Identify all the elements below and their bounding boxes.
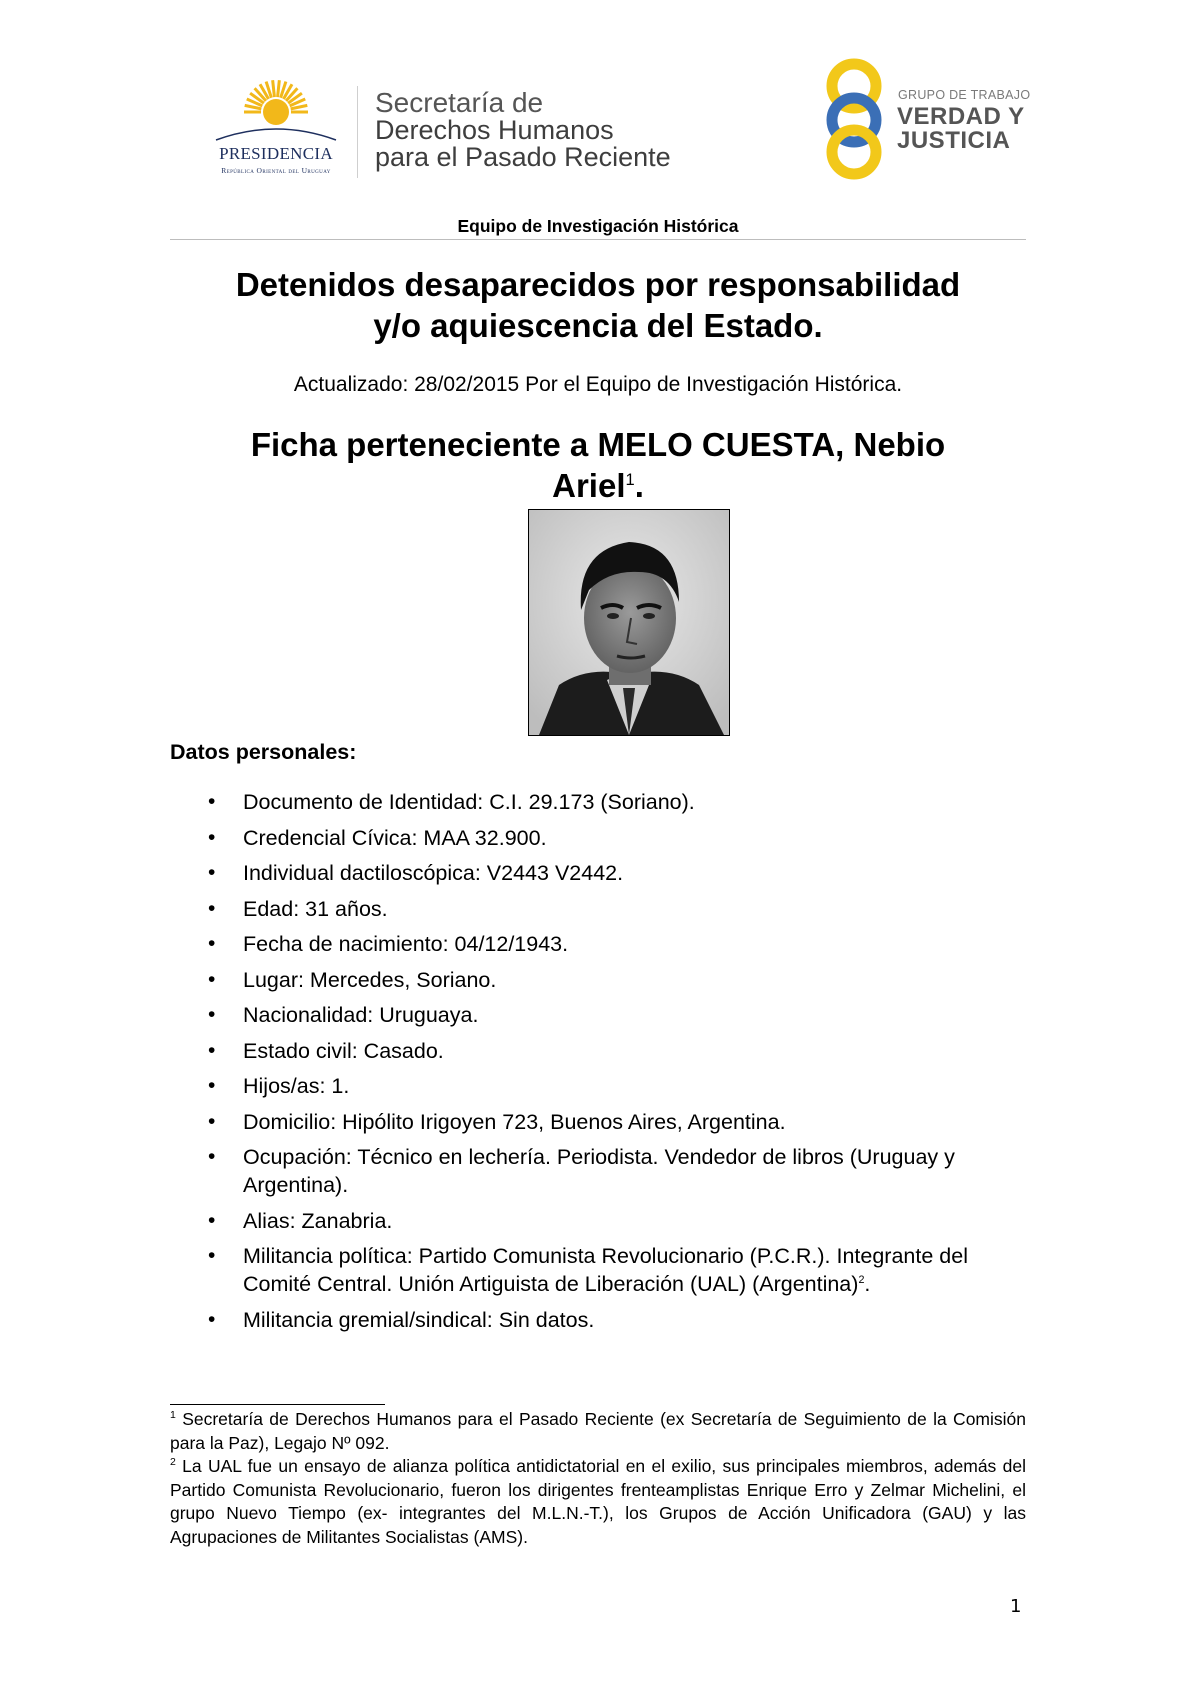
header-rule (170, 239, 1026, 240)
vyj-line2: JUSTICIA (897, 127, 1011, 154)
footnote-text: Secretaría de Derechos Humanos para el Pasado Reciente (ex Secretaría de Seguimiento de la Comisión para la Paz), Legajo Nº 092. (170, 1409, 1026, 1453)
record-title-line1: Ficha perteneciente a MELO CUESTA, Nebio (250, 426, 946, 463)
personal-data-list (170, 788, 1026, 1341)
data-list-item-text: Militancia gremial/sindical: Sin datos. (243, 1307, 595, 1332)
secretaria-line2: Derechos Humanos (375, 115, 614, 145)
data-list-item (170, 859, 1026, 887)
data-list-item (170, 1072, 1026, 1100)
vyj-line1: VERDAD Y (897, 103, 1025, 130)
data-list-item-text: Fecha de nacimiento: 04/12/1943. (243, 932, 569, 956)
data-list-item-text: Alias: Zanabria. (243, 1208, 393, 1233)
data-list-item (170, 1001, 1026, 1029)
sun-ray (278, 80, 280, 97)
data-list-item-text: Nacionalidad: Uruguaya. (243, 1003, 479, 1027)
footnote-rule (170, 1404, 385, 1405)
data-list-item-suffix: . (864, 1272, 871, 1296)
presidencia-title: PRESIDENCIA (219, 144, 333, 163)
secretaria-line1: Secretaría de (375, 87, 544, 118)
footnote-number: 2 (170, 1456, 176, 1469)
data-list-item-text: Domicilio: Hipólito Irigoyen 723, Buenos Aires, Argentina. (243, 1109, 786, 1134)
data-list-item (170, 824, 1026, 852)
data-list-item-text: Edad: 31 años. (243, 896, 388, 921)
footnote-ref[interactable]: 1 (625, 471, 635, 489)
page-number: 1 (1010, 1596, 1022, 1617)
team-header: Equipo de Investigación Histórica (457, 216, 739, 236)
footnote-ref[interactable]: 2 (858, 1273, 865, 1286)
data-list-item (170, 1242, 1026, 1298)
section-heading: Datos personales: (170, 740, 357, 764)
data-list-item-text: Hijos/as: 1. (243, 1074, 350, 1098)
data-list-item (170, 930, 1026, 958)
data-list-item-text: Estado civil: Casado. (243, 1038, 444, 1063)
portrait-photo (528, 509, 730, 736)
footnote (170, 1408, 1026, 1455)
presidencia-subtitle: República Oriental del Uruguay (221, 166, 331, 175)
secretaria-line3: para el Pasado Reciente (375, 142, 671, 172)
data-list-item-text: Documento de Identidad: C.I. 29.173 (Soriano). (243, 790, 695, 814)
data-list-item (170, 895, 1026, 923)
data-list-item (170, 1143, 1026, 1199)
data-list-item-text: Individual dactiloscópica: V2443 V2442. (243, 861, 624, 885)
record-suffix: . (634, 467, 644, 504)
data-list-item (170, 1306, 1026, 1334)
title-line1: Detenidos desaparecidos por responsabilidad (235, 266, 961, 303)
data-list-item-text: Militancia política: Partido Comunista Revolucionario (P.C.R.). Integrante del Comité Central. Unión Artiguista de Liberación (UAL) (Argentina) (243, 1244, 968, 1296)
data-list-item (170, 1207, 1026, 1235)
record-title-line2 (170, 465, 1026, 506)
footnote-text: La UAL fue un ensayo de alianza política antidictatorial en el exilio, sus principales miembros, además del Partido Comunista Revolucionario, fueron los dirigentes frenteamplistas Enrique Erro y Zelmar Michelini, el grupo Nuevo Tiempo (ex- integrantes del M.L.N.-T.), los Grupos de Acción Unificadora (GAU) y las Agrupaciones de Militantes Socialistas (AMS). (170, 1456, 1026, 1547)
data-list-item (170, 966, 1026, 994)
data-list-item-text: Credencial Cívica: MAA 32.900. (243, 825, 547, 850)
title-line2: y/o aquiescencia del Estado. (373, 307, 823, 344)
sun-icon (196, 78, 356, 148)
sun-ray (273, 80, 275, 97)
updated-line: Actualizado: 28/02/2015 Por el Equipo de Investigación Histórica. (293, 373, 903, 396)
data-list-item (170, 788, 1026, 816)
logo-divider (357, 86, 358, 178)
verdad-justicia-logo (818, 58, 1030, 180)
vyj-small-text: GRUPO DE TRABAJO (898, 88, 1031, 102)
data-list-item (170, 1037, 1026, 1065)
data-list-item-text: Lugar: Mercedes, Soriano. (243, 967, 497, 992)
secretaria-logo (375, 88, 735, 171)
data-list-item (170, 1108, 1026, 1136)
record-title (170, 424, 1026, 506)
footnote (170, 1455, 1026, 1549)
document-title (170, 264, 1026, 346)
linked-rings-icon (818, 58, 898, 180)
record-name-end: Ariel (552, 467, 626, 504)
footnote-number: 1 (170, 1409, 176, 1422)
presidencia-logo (196, 78, 356, 178)
footnotes (170, 1408, 1026, 1549)
data-list-item-text: Ocupación: Técnico en lechería. Periodista. Vendedor de libros (Uruguay y Argentina). (243, 1145, 955, 1197)
